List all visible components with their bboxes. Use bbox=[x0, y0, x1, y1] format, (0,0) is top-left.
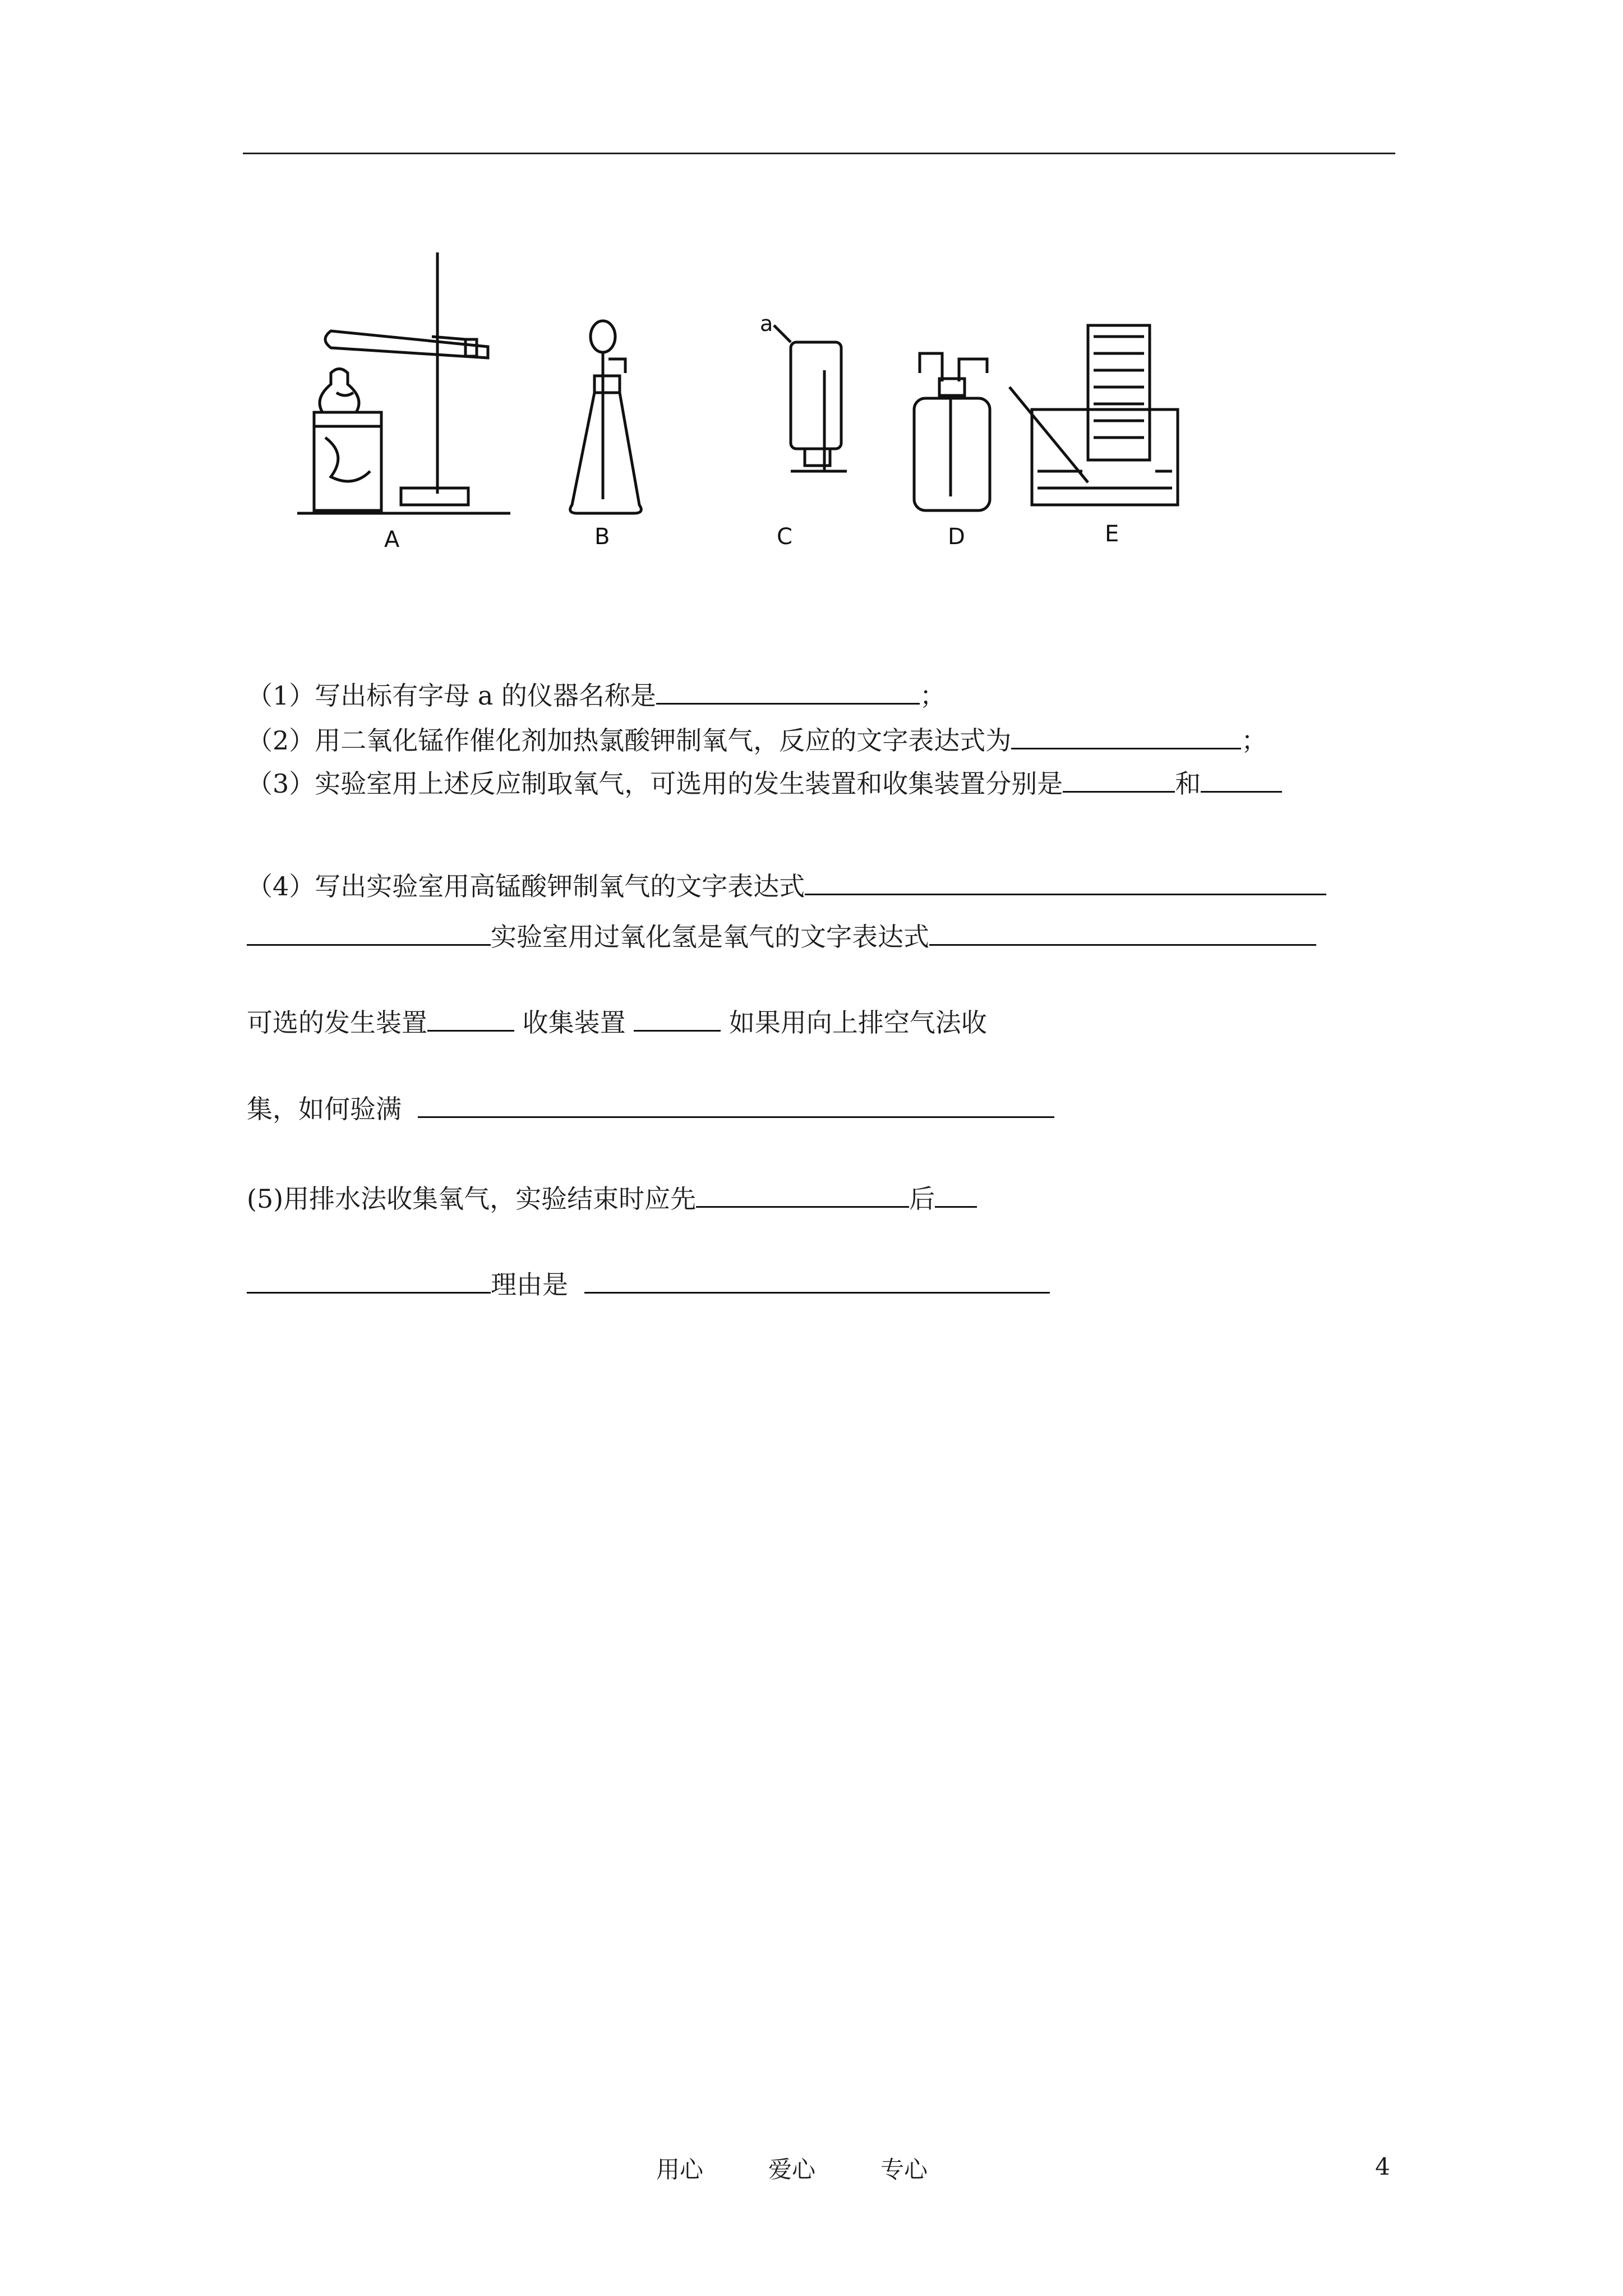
answer-blank-4c[interactable] bbox=[929, 922, 1316, 946]
question-4-check-full-text: 集，如何验满 bbox=[247, 1094, 402, 1124]
question-3-mid: 和 bbox=[1175, 769, 1201, 799]
question-2 bbox=[247, 724, 1267, 757]
answer-blank-2[interactable] bbox=[1011, 725, 1241, 749]
answer-blank-3b[interactable] bbox=[1201, 769, 1282, 793]
apparatus-b bbox=[570, 321, 642, 513]
question-5-reason-text: 理由是 bbox=[491, 1269, 568, 1300]
question-1 bbox=[247, 679, 946, 712]
pointer-label-a: a bbox=[760, 311, 773, 336]
answer-blank-1[interactable] bbox=[656, 680, 920, 705]
label-d: D bbox=[948, 524, 965, 550]
label-b: B bbox=[594, 524, 610, 550]
apparatus-d bbox=[914, 353, 990, 510]
question-2-end: ； bbox=[1241, 725, 1267, 756]
answer-blank-5a[interactable] bbox=[696, 1184, 909, 1208]
footer-left: 用心 bbox=[656, 2156, 704, 2183]
question-4-h2o2-text: 实验室用过氧化氢是氧气的文字表达式 bbox=[491, 922, 929, 952]
question-4-text: （4）写出实验室用高锰酸钾制氧气的文字表达式 bbox=[247, 871, 805, 901]
question-5-then-text: 后 bbox=[909, 1184, 935, 1214]
apparatus-c bbox=[774, 325, 847, 471]
question-3 bbox=[247, 767, 1282, 800]
question-4-line-1 bbox=[247, 869, 1326, 903]
label-a: A bbox=[384, 527, 400, 553]
label-c: C bbox=[777, 524, 792, 550]
apparatus-e bbox=[1009, 325, 1178, 505]
answer-blank-5d[interactable] bbox=[584, 1269, 1050, 1294]
answer-blank-4b[interactable] bbox=[247, 922, 491, 946]
answer-blank-4e[interactable] bbox=[634, 1007, 721, 1032]
answer-blank-4a[interactable] bbox=[805, 871, 1326, 895]
footer-right: 专心 bbox=[880, 2156, 928, 2183]
question-4-generator-text: 可选的发生装置 bbox=[247, 1007, 427, 1038]
question-4-collector-text: 收集装置 bbox=[522, 1007, 626, 1038]
footer-middle: 爱心 bbox=[768, 2156, 816, 2183]
answer-blank-5b[interactable] bbox=[935, 1184, 977, 1208]
question-2-text: （2）用二氧化锰作催化剂加热氯酸钾制氧气，反应的文字表达式为 bbox=[247, 725, 1012, 756]
answer-blank-3a[interactable] bbox=[1063, 769, 1175, 793]
question-3-text: （3）实验室用上述反应制取氧气，可选用的发生装置和收集装置分别是 bbox=[247, 769, 1063, 799]
answer-blank-4f[interactable] bbox=[418, 1094, 1054, 1118]
label-e: E bbox=[1105, 521, 1119, 547]
question-5-line-2 bbox=[247, 1268, 1050, 1301]
question-5-line-1 bbox=[247, 1182, 977, 1216]
answer-blank-4d[interactable] bbox=[427, 1007, 514, 1032]
header-rule bbox=[243, 153, 1395, 154]
question-4-line-2 bbox=[247, 920, 1316, 954]
apparatus-diagram bbox=[297, 241, 1279, 555]
apparatus-a bbox=[297, 252, 510, 513]
question-1-end: ； bbox=[919, 680, 946, 711]
question-4-line-4 bbox=[247, 1092, 1054, 1126]
question-5-text: (5)用排水法收集氧气，实验结束时应先 bbox=[247, 1184, 697, 1214]
question-4-air-method-text: 如果用向上排空气法收 bbox=[728, 1007, 987, 1038]
question-1-text: （1）写出标有字母 a 的仪器名称是 bbox=[247, 680, 656, 711]
answer-blank-5c[interactable] bbox=[247, 1269, 491, 1294]
question-4-line-3 bbox=[247, 1006, 987, 1039]
page-number: 4 bbox=[1375, 2153, 1390, 2180]
apparatus-figure bbox=[297, 241, 1279, 555]
